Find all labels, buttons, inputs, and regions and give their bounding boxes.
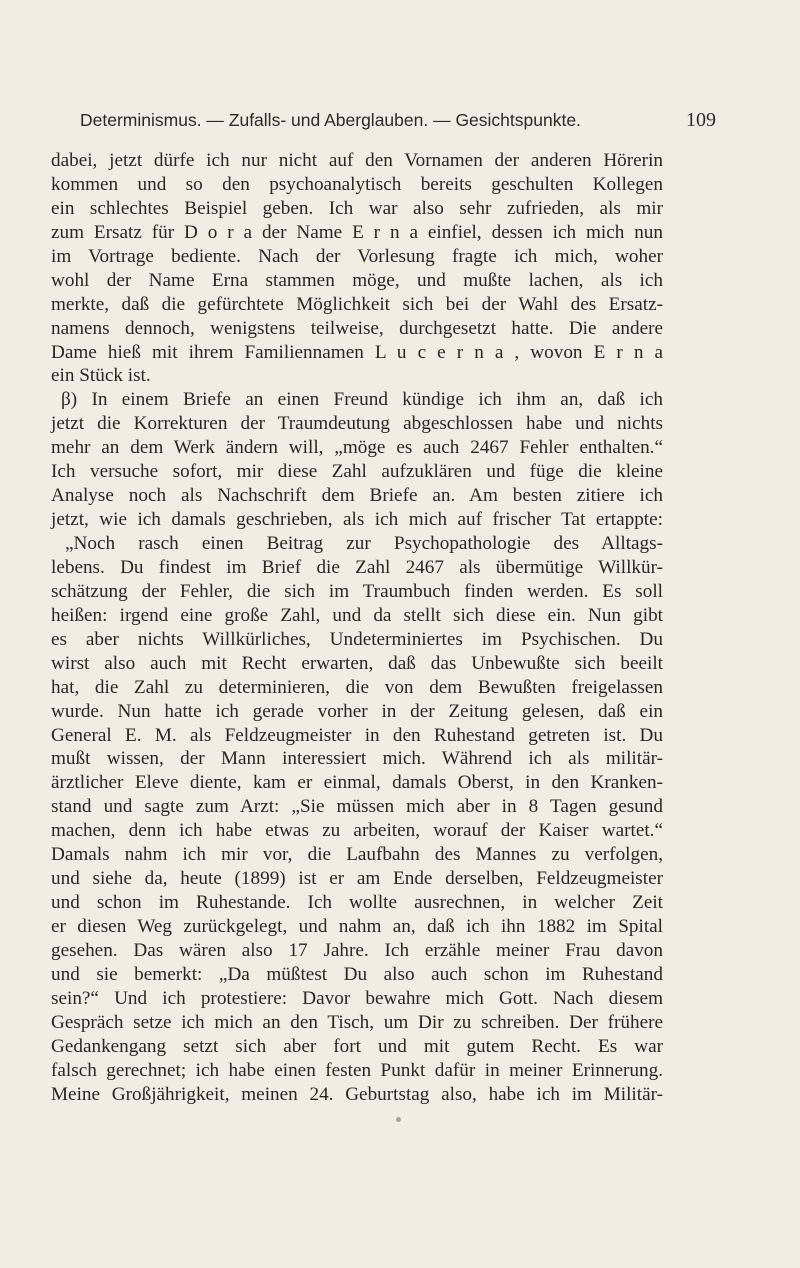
- text-line: jetzt, wie ich damals geschrieben, als ich mich auf frischer Tat ertappte:: [51, 509, 663, 531]
- text-line: Damals nahm ich mir vor, die Laufbahn des Mannes zu verfolgen,: [51, 844, 663, 866]
- text-line: zum Ersatz für D o r a der Name E r n a einfiel, dessen ich mich nun: [51, 221, 663, 243]
- text-line: mußt wissen, der Mann interessiert mich. Während ich als militär-: [51, 748, 663, 770]
- text-line: Gespräch setze ich mich an den Tisch, um Dir zu schreiben. Der frühere: [51, 1011, 663, 1033]
- header-title: Determinismus. — Zufalls- und Aberglauben. — Gesichtspunkte.: [80, 110, 581, 130]
- text-line: wohl der Name Erna stammen möge, und mußte lachen, als ich: [51, 269, 663, 291]
- text-line: hat, die Zahl zu determinieren, die von dem Bewußten freigelassen: [51, 676, 663, 698]
- text-line: ein schlechtes Beispiel geben. Ich war also sehr zufrieden, als mir: [51, 197, 663, 219]
- text-line: β) In einem Briefe an einen Freund kündige ich ihm an, daß ich: [61, 389, 663, 411]
- text-line: „Noch rasch einen Beitrag zur Psychopathologie des Alltags-: [65, 533, 663, 554]
- text-line: sein?“ Und ich protestiere: Davor bewahre mich Gott. Nach diesem: [51, 987, 663, 1009]
- text-line: Ich versuche sofort, mir diese Zahl aufzuklären und füge die kleine: [51, 461, 663, 483]
- text-line: schätzung der Fehler, die sich im Traumbuch finden werden. Es soll: [51, 580, 663, 602]
- text-line: wirst also auch mit Recht erwarten, daß das Unbewußte sich beeilt: [51, 652, 663, 674]
- text-line: dabei, jetzt dürfe ich nur nicht auf den Vornamen der anderen Hörerin: [51, 150, 663, 171]
- text-line: gesehen. Das wären also 17 Jahre. Ich erzähle meiner Frau davon: [51, 939, 663, 961]
- text-line: merkte, daß die gefürchtete Möglichkeit sich bei der Wahl des Ersatz-: [51, 293, 663, 315]
- text-line: ein Stück ist.: [51, 365, 151, 387]
- text-line: im Vortrage bediente. Nach der Vorlesung fragte ich mich, woher: [51, 245, 663, 267]
- text-line: falsch gerechnet; ich habe einen festen Punkt dafür in meiner Erinnerung.: [51, 1059, 663, 1081]
- body-text: [51, 149, 663, 1107]
- text-line: lebens. Du findest im Brief die Zahl 2467 als übermütige Willkür-: [51, 556, 663, 578]
- text-line: wurde. Nun hatte ich gerade vorher in der Zeitung gelesen, daß ein: [51, 700, 663, 722]
- text-line: stand und sagte zum Arzt: „Sie müssen mich aber in 8 Tagen gesund: [51, 796, 663, 818]
- text-line: ärztlicher Eleve diente, kam er einmal, damals Oberst, in den Kranken-: [51, 772, 663, 794]
- text-line: heißen: irgend eine große Zahl, und da stellt sich diese ein. Nun gibt: [51, 604, 663, 626]
- page-number: 109: [686, 109, 716, 131]
- text-line: General E. M. als Feldzeugmeister in den Ruhestand getreten ist. Du: [51, 724, 663, 746]
- text-line: namens dennoch, wenigstens teilweise, durchgesetzt hatte. Die andere: [51, 317, 663, 339]
- text-line: Meine Großjährigkeit, meinen 24. Geburtstag also, habe ich im Militär-: [51, 1083, 663, 1105]
- text-line: Dame hieß mit ihrem Familiennamen L u c e r n a , wovon E r n a: [51, 341, 663, 363]
- text-line: es aber nichts Willkürliches, Undeterminiertes im Psychischen. Du: [51, 628, 663, 650]
- text-line: Gedankengang setzt sich aber fort und mit gutem Recht. Es war: [51, 1035, 663, 1057]
- text-line: machen, denn ich habe etwas zu arbeiten, worauf der Kaiser wartet.“: [51, 820, 663, 842]
- running-header: [80, 108, 716, 132]
- text-line: Analyse noch als Nachschrift dem Briefe an. Am besten zitiere ich: [51, 485, 663, 507]
- text-line: er diesen Weg zurückgelegt, und nahm an, daß ich ihn 1882 im Spital: [51, 916, 663, 937]
- text-line: und schon im Ruhestande. Ich wollte ausrechnen, in welcher Zeit: [51, 892, 663, 914]
- text-line: kommen und so den psychoanalytisch bereits geschulten Kollegen: [51, 173, 663, 195]
- text-line: jetzt die Korrekturen der Traumdeutung abgeschlossen habe und nichts: [51, 413, 663, 435]
- text-line: und siehe da, heute (1899) ist er am Ende derselben, Feldzeugmeister: [51, 868, 663, 890]
- text-line: mehr an dem Werk ändern will, „möge es auch 2467 Fehler enthalten.“: [51, 437, 663, 459]
- paper-speck: [396, 1117, 401, 1122]
- text-line: und sie bemerkt: „Da müßtest Du also auch schon im Ruhestand: [51, 963, 663, 985]
